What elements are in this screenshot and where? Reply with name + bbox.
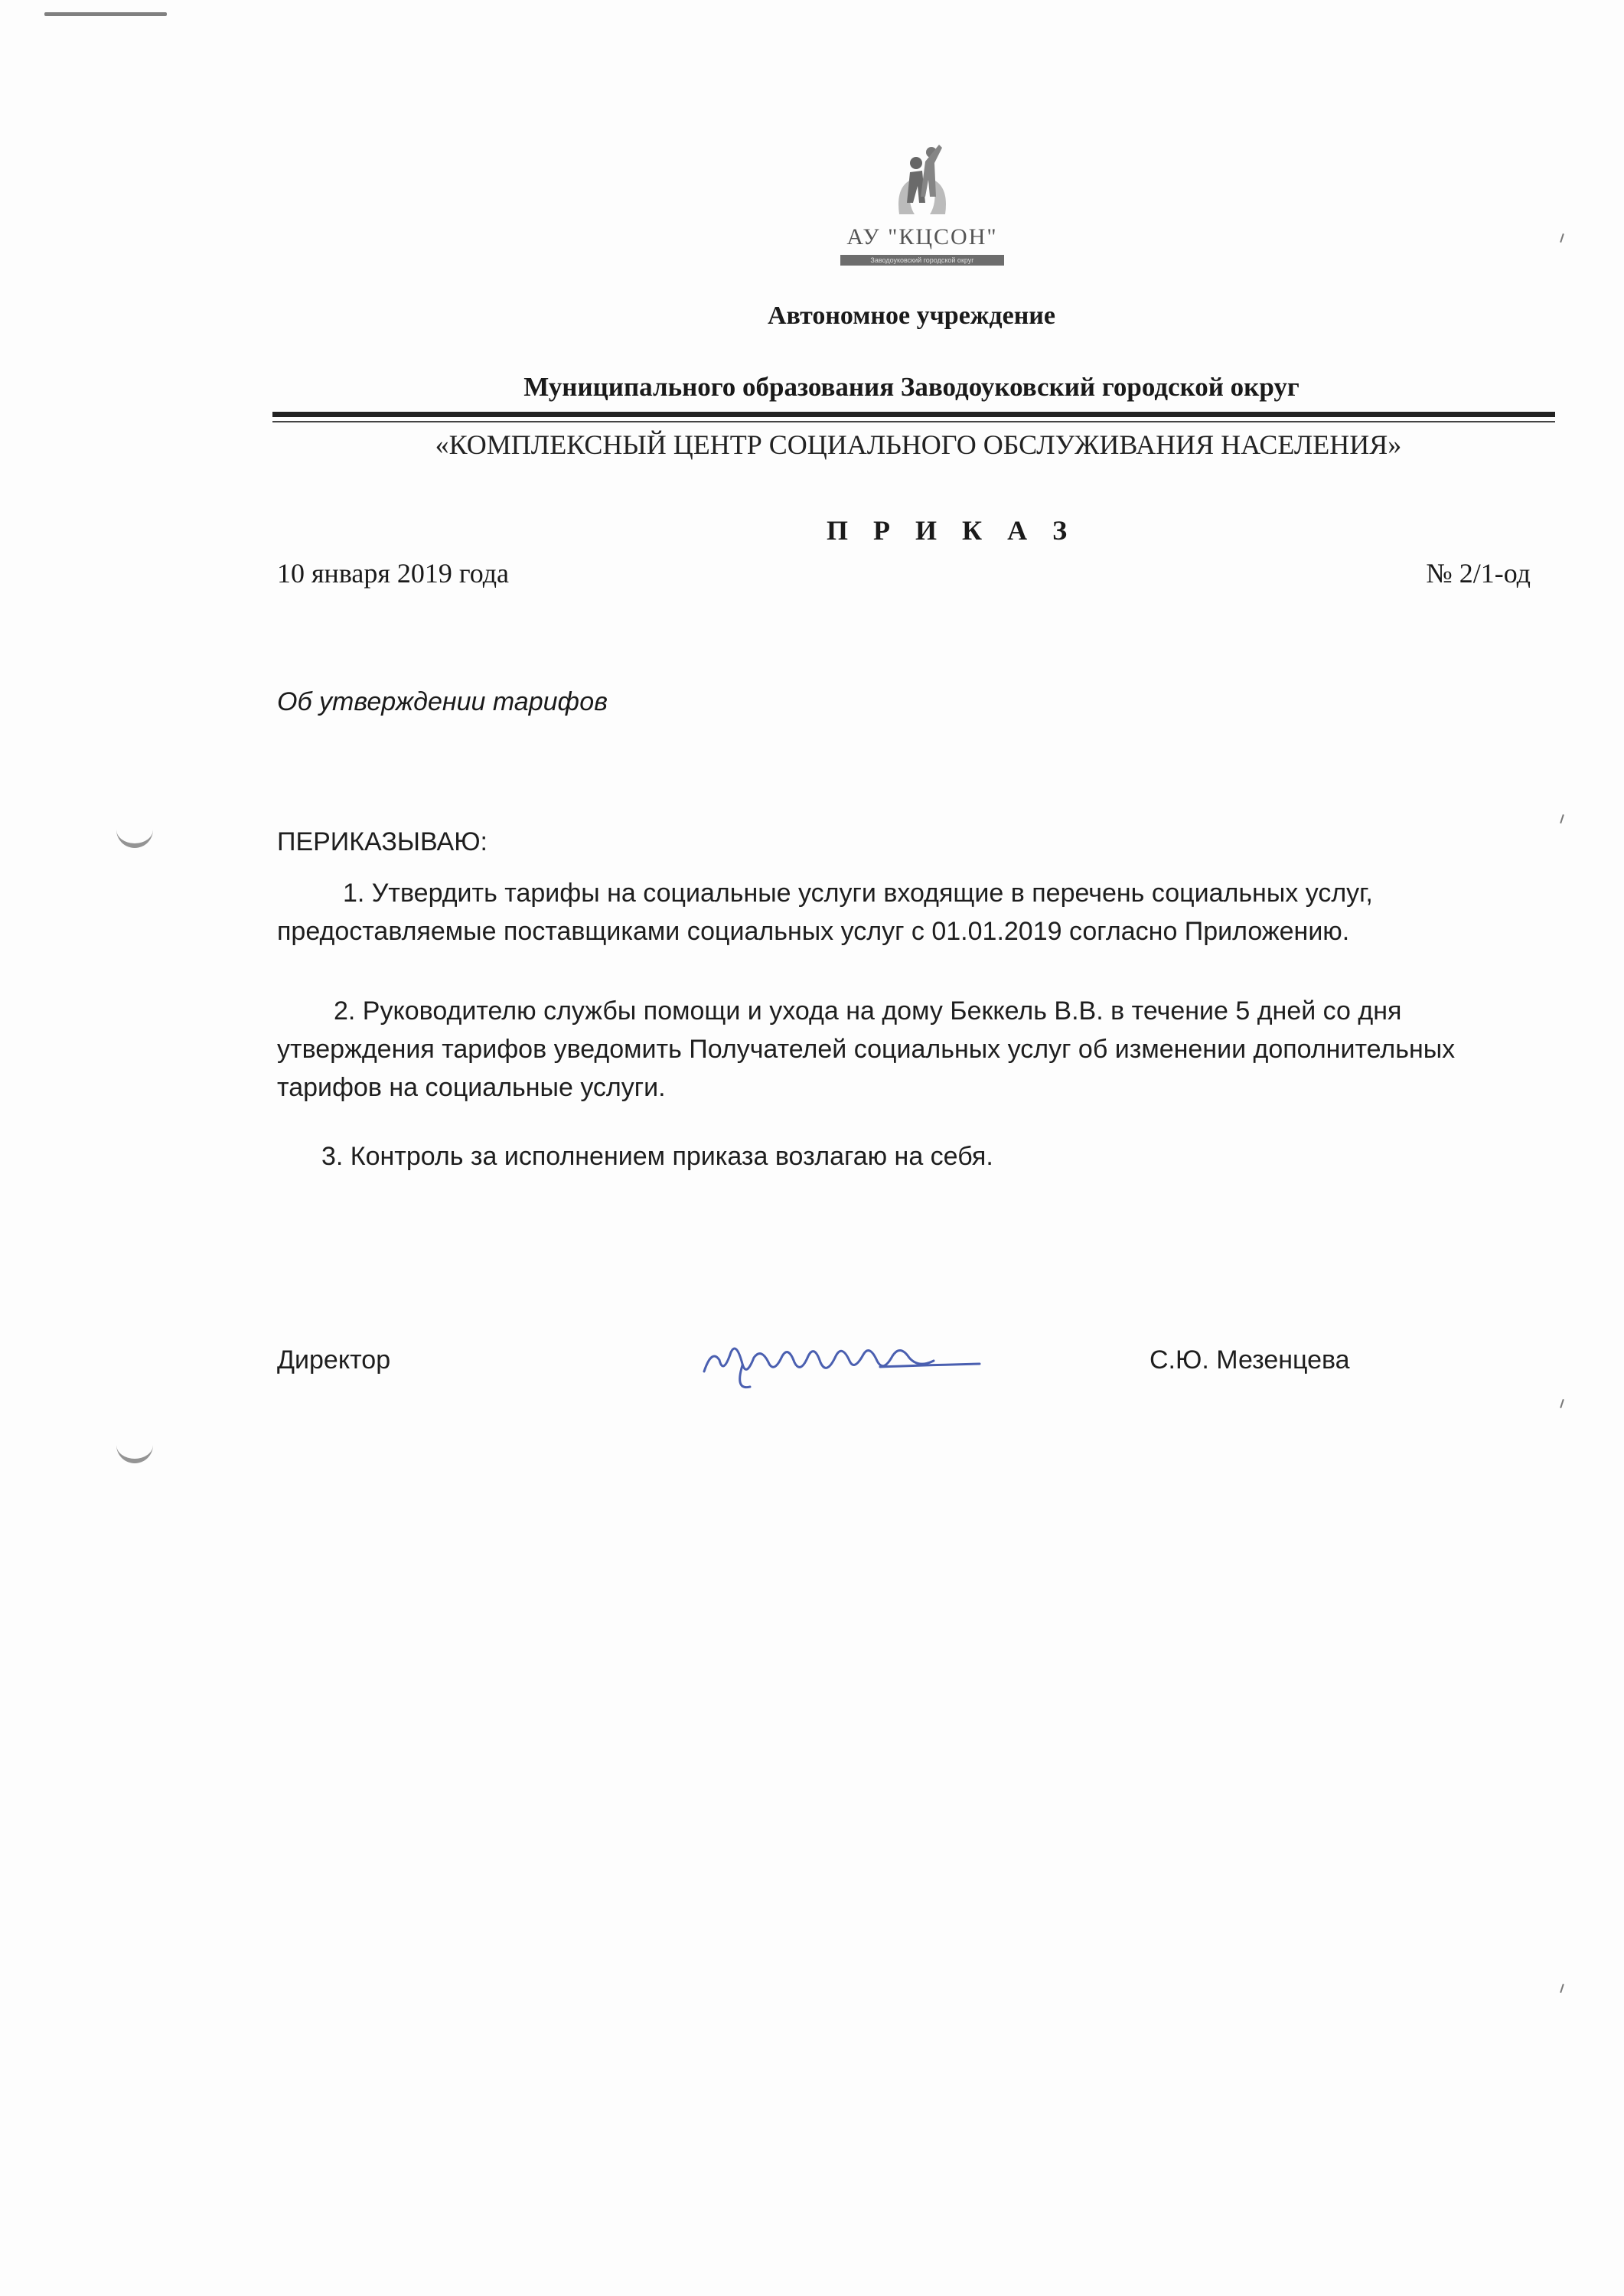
- header-divider: [272, 412, 1555, 417]
- order-item: 1. Утвердить тарифы на социальные услуги входящие в перечень социальных услуг, предоставляемые поставщиками социальных услуг с 01.01.2019 согласно Приложению.: [277, 879, 1373, 946]
- punch-hole-top: [116, 825, 153, 848]
- logo-name: АУ "КЦСОН": [846, 224, 998, 249]
- signatory-role: Директор: [277, 1345, 391, 1375]
- organization-name: «КОМПЛЕКСНЫЙ ЦЕНТР СОЦИАЛЬНОГО ОБСЛУЖИВАНИЯ НАСЕЛЕНИЯ»: [435, 429, 1402, 460]
- scan-edge-mark: [44, 12, 167, 16]
- document-number: № 2/1-од: [1426, 558, 1531, 589]
- punch-hole-bottom: [116, 1440, 153, 1463]
- organization-logo: [827, 142, 1018, 272]
- logo-subtitle: Заводоуковский городской округ: [840, 255, 1004, 266]
- document-date: 10 января 2019 года: [277, 558, 510, 589]
- institution-type: Автономное учреждение: [768, 302, 1055, 330]
- scan-tick-mark: [1560, 1399, 1564, 1408]
- order-word: ПЕРИКАЗЫВАЮ:: [277, 827, 488, 856]
- signatory-name: С.Ю. Мезенцева: [1150, 1345, 1350, 1375]
- scan-tick-mark: [1560, 233, 1564, 243]
- municipality: Муниципального образования Заводоуковский городской округ: [523, 372, 1300, 402]
- people-emblem-icon: [892, 142, 953, 222]
- document-subject: Об утверждении тарифов: [277, 687, 608, 716]
- handwritten-signature: [689, 1318, 995, 1402]
- scan-tick-mark: [1560, 1984, 1564, 1993]
- order-item: 2. Руководителю службы помощи и ухода на дому Беккель В.В. в течение 5 дней со дня утверждения тарифов уведомить Получателей социальных услуг об изменении дополнительных тарифов на социальные услуги.: [277, 996, 1456, 1102]
- order-item: 3. Контроль за исполнением приказа возлагаю на себя.: [321, 1142, 993, 1171]
- header-divider-thin: [272, 421, 1555, 422]
- scan-tick-mark: [1560, 814, 1564, 823]
- document-title: П Р И К А З: [827, 515, 1077, 546]
